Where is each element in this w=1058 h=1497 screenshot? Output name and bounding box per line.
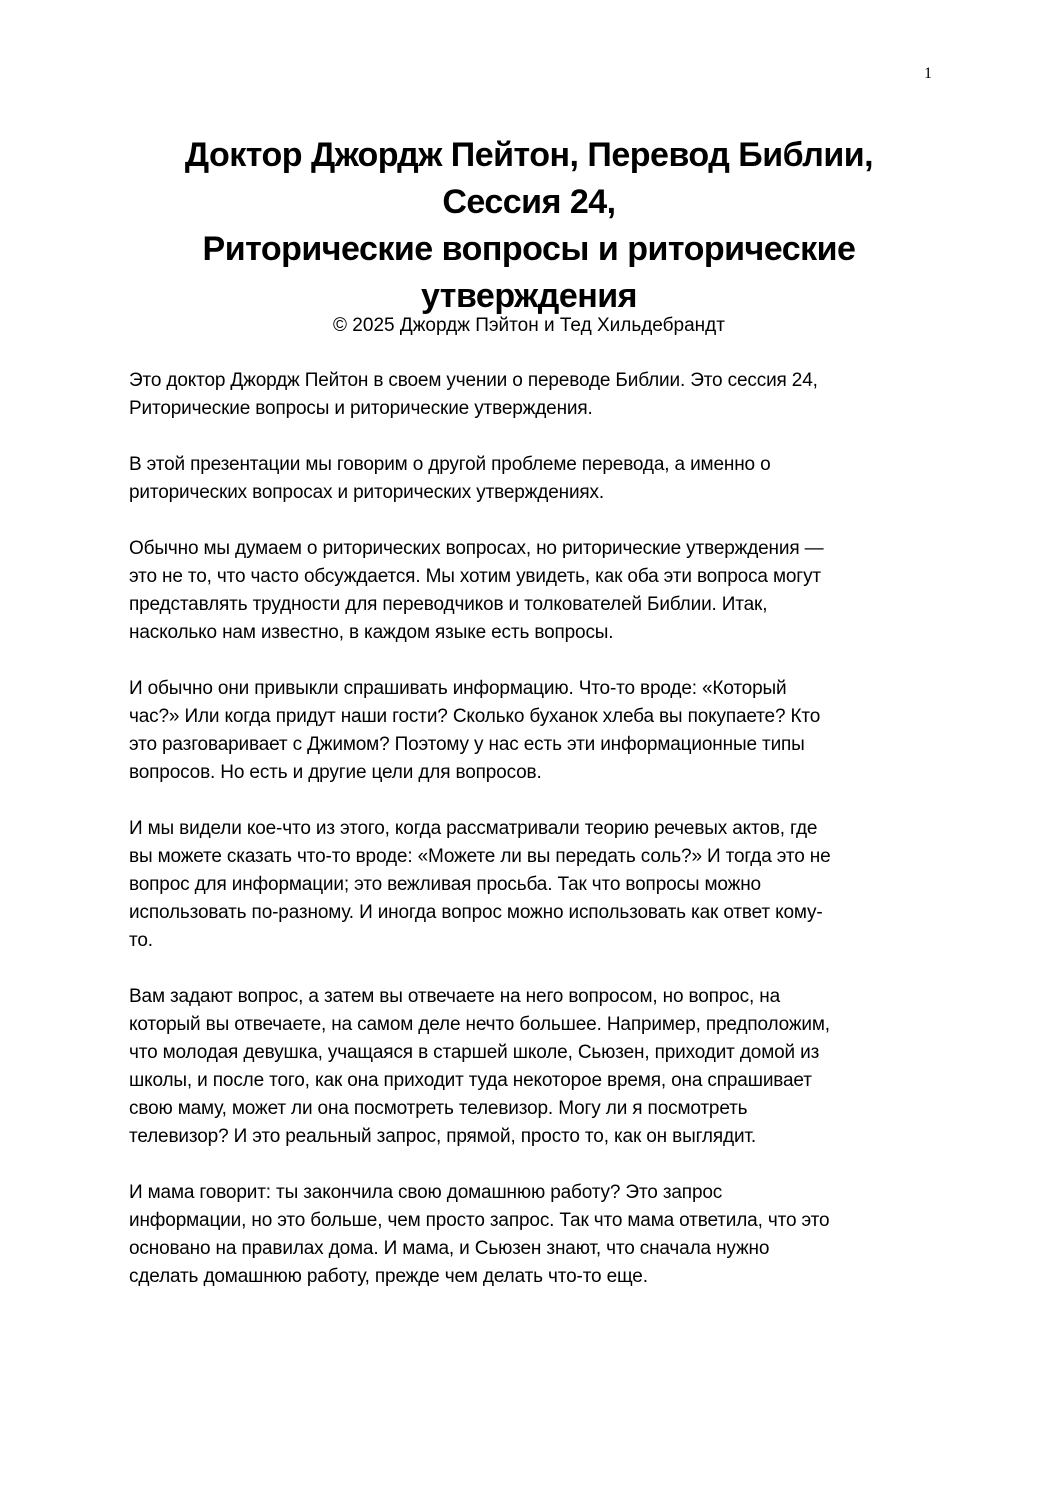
- title-line: Доктор Джордж Пейтон, Перевод Библии,: [184, 136, 874, 174]
- page-number: 1: [924, 65, 932, 82]
- copyright-notice: © 2025 Джордж Пэйтон и Тед Хильдебрандт: [333, 315, 725, 336]
- title-line: утверждения: [420, 277, 638, 315]
- text-line: И обычно они привыкли спрашивать информацию. Что-то вроде: «Который: [129, 678, 787, 699]
- text-line: И мы видели кое-что из этого, когда рассматривали теорию речевых актов, где: [129, 818, 818, 839]
- text-line: сделать домашнюю работу, прежде чем делать что-то еще.: [129, 1266, 648, 1287]
- text-line: то.: [129, 930, 153, 951]
- text-line: который вы отвечаете, на самом деле нечто большее. Например, предположим,: [129, 1014, 830, 1035]
- text-line: это разговаривает с Джимом? Поэтому у нас есть эти информационные типы: [129, 734, 805, 755]
- text-line: основано на правилах дома. И мама, и Сьюзен знают, что сначала нужно: [129, 1238, 770, 1259]
- text-line: информации, но это больше, чем просто запрос. Так что мама ответила, что это: [129, 1210, 830, 1231]
- paragraph: [129, 367, 931, 423]
- text-line: что молодая девушка, учащаяся в старшей школе, Сьюзен, приходит домой из: [129, 1042, 820, 1063]
- document-body: [129, 367, 931, 1319]
- paragraph: [129, 983, 931, 1151]
- text-line: это не то, что часто обсуждается. Мы хотим увидеть, как оба эти вопроса могут: [129, 566, 821, 587]
- text-line: свою маму, может ли она посмотреть телевизор. Могу ли я посмотреть: [129, 1098, 748, 1119]
- document-header: [100, 132, 958, 338]
- text-line: риторических вопросах и риторических утверждениях.: [129, 482, 605, 503]
- text-line: Вам задают вопрос, а затем вы отвечаете на него вопросом, но вопрос, на: [129, 986, 780, 1007]
- paragraph: [129, 675, 931, 787]
- text-line: насколько нам известно, в каждом языке есть вопросы.: [129, 622, 614, 643]
- text-line: И мама говорит: ты закончила свою домашнюю работу? Это запрос: [129, 1182, 723, 1203]
- text-line: Обычно мы думаем о риторических вопросах, но риторические утверждения —: [129, 538, 824, 559]
- text-line: Риторические вопросы и риторические утверждения.: [129, 398, 593, 419]
- paragraph: [129, 815, 931, 955]
- text-line: использовать по-разному. И иногда вопрос можно использовать как ответ кому-: [129, 902, 823, 923]
- text-line: школы, и после того, как она приходит туда некоторое время, она спрашивает: [129, 1070, 812, 1091]
- paragraph: [129, 1179, 931, 1291]
- title-line: Сессия 24,: [442, 183, 616, 221]
- paragraph: [129, 451, 931, 507]
- paragraph: [129, 535, 931, 647]
- text-line: вопросов. Но есть и другие цели для вопросов.: [129, 762, 542, 783]
- text-line: час?» Или когда придут наши гости? Сколько буханок хлеба вы покупаете? Кто: [129, 706, 821, 727]
- text-line: вопрос для информации; это вежливая просьба. Так что вопросы можно: [129, 874, 761, 895]
- text-line: телевизор? И это реальный запрос, прямой, просто то, как он выглядит.: [129, 1126, 756, 1147]
- text-line: Это доктор Джордж Пейтон в своем учении о переводе Библии. Это сессия 24,: [129, 370, 818, 391]
- title-line: Риторические вопросы и риторические: [202, 230, 856, 268]
- text-line: представлять трудности для переводчиков и толкователей Библии. Итак,: [129, 594, 768, 615]
- text-line: В этой презентации мы говорим о другой проблеме перевода, а именно о: [129, 454, 771, 475]
- text-line: вы можете сказать что-то вроде: «Можете ли вы передать соль?» И тогда это не: [129, 846, 831, 867]
